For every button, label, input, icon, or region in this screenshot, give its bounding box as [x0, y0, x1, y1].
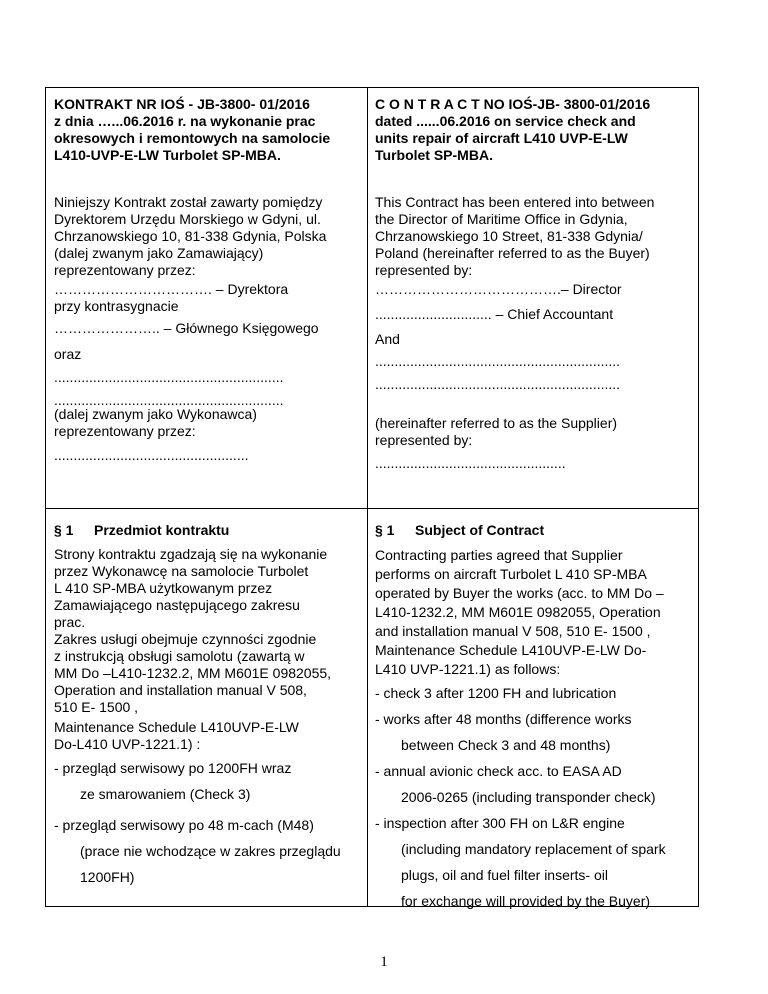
- right-item-2: - works after 48 months (difference works: [375, 711, 632, 727]
- right-item-3b: 2006-0265 (including transponder check): [401, 789, 656, 805]
- section-title: Przedmiot kontraktu: [94, 522, 230, 538]
- right-item-4: - inspection after 300 FH on L&R engine: [375, 815, 625, 831]
- right-and: And: [375, 331, 400, 347]
- right-intro: This Contract has been entered into between the Director of Maritime Office in Gdynia, Chrzanowskiego 10 Street, 81-338 Gdynia/ Poland (hereinafter referred to as the Buyer) represented by:: [375, 194, 655, 278]
- right-subject: Contracting parties agreed that Supplier performs on aircraft Turbolet L 410 SP-MBA operated by Buyer the works (acc. to MM Do – L410-1232.2, MM M601E 0982055, Operation and installation manual V 508, 510 E- 1500 , Maintenance Schedule L410UVP-E-LW Do- L410 UVP-1221.1) as follows:: [375, 547, 664, 677]
- left-item-2b: (prace nie wchodzące w zakres przeglądu: [80, 843, 341, 859]
- section-number: § 1: [54, 522, 74, 538]
- left-item-2c: 1200FH): [80, 869, 135, 885]
- left-oraz: oraz: [54, 346, 82, 362]
- right-item-3: - annual avionic check acc. to EASA AD: [375, 763, 622, 779]
- left-director-line: ……………………………. – Dyrektora przy kontrasygnacie: [54, 281, 289, 314]
- right-supplier: (hereinafter referred to as the Supplier) represented by:: [375, 415, 618, 448]
- right-item-2b: between Check 3 and 48 months): [401, 737, 611, 753]
- right-dots-3: .................................................: [375, 455, 566, 471]
- page-number: 1: [380, 954, 388, 970]
- right-item-4b: (including mandatory replacement of spark: [401, 841, 666, 857]
- right-dots-2: ...............................................................: [375, 376, 621, 392]
- left-item-1b: ze smarowaniem (Check 3): [80, 786, 251, 802]
- left-item-1: - przegląd serwisowy po 1200FH wraz: [54, 760, 292, 776]
- right-item-4c: plugs, oil and fuel filter inserts- oil: [401, 867, 608, 883]
- left-schedule: Maintenance Schedule L410UVP-E-LW Do-L410 UVP-1221.1) :: [54, 719, 299, 752]
- left-subject: Strony kontraktu zgadzają się na wykonanie przez Wykonawcę na samolocie Turbolet L 410 SP-MBA użytkowanym przez Zamawiającego następującego zakresu prac. Zakres usługi obejmuje czynności zgodnie z instrukcją obsługi samolotu (zawartą w MM Do –L410-1232.2, MM M601E 0982055, Operation and installation manual V 508, 510 E- 1500 ,: [54, 546, 332, 715]
- right-item-4d: for exchange will provided by the Buyer): [401, 893, 651, 909]
- left-dots-1: ...........................................................: [54, 369, 284, 385]
- section-title: Subject of Contract: [415, 522, 545, 538]
- section-number: § 1: [375, 522, 395, 538]
- column-divider: [367, 87, 368, 907]
- right-section-heading: [375, 522, 693, 539]
- left-dots-3: ..................................................: [54, 447, 249, 463]
- left-section-heading: [54, 522, 362, 539]
- left-title: KONTRAKT NR IOŚ - JB-3800- 01/2016 z dnia …...06.2016 r. na wykonanie prac okresowych i remontowych na samolocie L410-UVP-E-LW Turbolet SP-MBA.: [54, 96, 331, 163]
- left-accountant-line: ………………….. – Głównego Księgowego: [54, 320, 319, 336]
- left-item-2: - przegląd serwisowy po 48 m-cach (M48): [54, 817, 314, 833]
- right-accountant-line: .............................. – Chief Accountant: [375, 306, 614, 322]
- left-dots-2: ...........................................................: [54, 392, 284, 408]
- right-dots-1: ...............................................................: [375, 353, 621, 369]
- left-supplier: (dalej zwanym jako Wykonawca) reprezentowany przez:: [54, 406, 257, 439]
- right-director-line: ………………………………….– Director: [375, 281, 622, 297]
- left-intro: Niniejszy Kontrakt został zawarty pomiędzy Dyrektorem Urzędu Morskiego w Gdyni, ul. Chrzanowskiego 10, 81-338 Gdynia, Polska (dalej zwanym jako Zamawiający) reprezentowany przez:: [54, 194, 327, 278]
- row-divider: [45, 508, 699, 509]
- right-title: C O N T R A C T NO IOŚ-JB- 3800-01/2016 dated ......06.2016 on service check and units repair of aircraft L410 UVP-E-LW Turbolet SP-MBA.: [375, 96, 651, 163]
- right-item-1: - check 3 after 1200 FH and lubrication: [375, 685, 617, 701]
